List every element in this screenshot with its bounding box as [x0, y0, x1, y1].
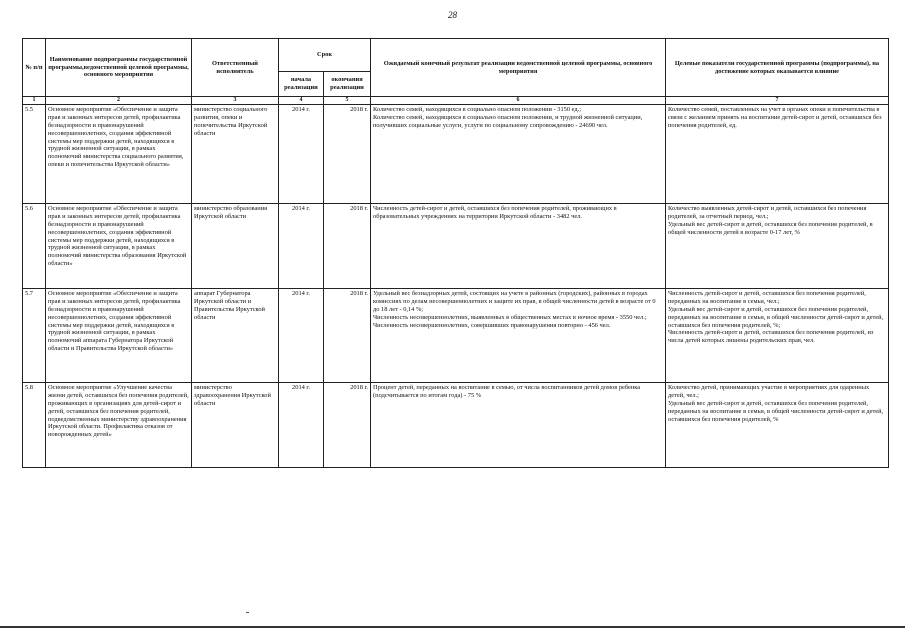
scan-speck — [246, 612, 249, 613]
header-result: Ожидаемый конечный результат реализации ведомственной целевой программы, основного мероприятия — [371, 39, 666, 97]
header-term: Срок — [279, 39, 371, 72]
header-name: Наименование подпрограммы государственной программы,ведомственной целевой программы, основного мероприятия — [46, 39, 192, 97]
indicator-line: Численность детей-сирот и детей, оставшихся без попечения родителей, из числа детей которых лишены родительских прав, чел. — [668, 329, 874, 345]
expected-result — [371, 383, 666, 468]
header-start: начала реализации — [279, 72, 324, 97]
column-number-row — [23, 97, 889, 105]
column-number: 7 — [666, 97, 889, 105]
result-line: Процент детей, переданных на воспитание в семью, от числа воспитанников детей домов ребенка (подсчитывается по итогам года) - 75 % — [373, 384, 641, 400]
row-number: 5.7 — [23, 289, 46, 383]
end-year: 2018 г. — [324, 289, 371, 383]
table-row — [23, 204, 889, 289]
indicator-line: Удельный вес детей-сирот и детей, оставшихся без попечения родителей, переданных на воспитание в семьи, в общей численности детей-сирот и детей, оставшихся без попечения родителей, %; — [668, 305, 884, 329]
page-number: 28 — [448, 10, 457, 20]
indicator-line: Количество детей, принимающих участие в мероприятиях для одаренных детей, чел.; — [668, 384, 870, 400]
indicator-line: Удельный вес детей-сирот и детей, оставшихся без попечения родителей, переданных на воспитание в семьи, в общей численности детей-сирот и детей, оставшихся без попечения родителей, % — [668, 399, 884, 423]
end-year: 2018 г. — [324, 383, 371, 468]
indicator-line: Количество семей, поставленных на учет в органах опеки и попечительства в связи с желанием принять на воспитание детей-сирот и детей, оставшихся без попечения родителей, ед. — [668, 106, 882, 129]
header-row — [23, 39, 889, 72]
column-number: 2 — [46, 97, 192, 105]
result-line: Численность детей-сирот и детей, оставшихся без попечения родителей, проживающих в образовательных учреждениях на территории Иркутской области - 3482 чел. — [373, 205, 617, 221]
header-indicators: Целевые показатели государственной программы (подпрограммы), на достижение которых оказывается влияние — [666, 39, 889, 97]
end-year: 2018 г. — [324, 204, 371, 289]
target-indicators — [666, 204, 889, 289]
measure-name: Основное мероприятие «Обеспечение и защита прав и законных интересов детей, профилактика безнадзорности и правонарушений несовершеннолетних, создания эффективной системы мер поддержки детей, находящихся в трудной жизненной ситуации, в рамках полномочий аппарата Губернатора Иркутской области и Правительства Иркутской области» — [46, 289, 192, 383]
target-indicators — [666, 383, 889, 468]
target-indicators — [666, 289, 889, 383]
expected-result — [371, 105, 666, 204]
result-line: Количество семей, находящихся в социально опасном положении - 3150 ед.; — [373, 106, 582, 114]
result-line: Численность несовершеннолетних, выявленных в общественных местах в ночное время - 3550 чел.; — [373, 313, 647, 321]
column-number: 1 — [23, 97, 46, 105]
target-indicators — [666, 105, 889, 204]
column-number: 3 — [192, 97, 279, 105]
end-year: 2018 г. — [324, 105, 371, 204]
header-end: окончания реализации — [324, 72, 371, 97]
table-row — [23, 289, 889, 383]
start-year: 2014 г. — [279, 105, 324, 204]
executor: министерство образования Иркутской области — [192, 204, 279, 289]
result-line: Количество семей, находящихся в социально опасном положении, и трудной жизненной ситуации, получивших социальные услуги, услуги по социальному сопровождению - 24690 чел. — [373, 114, 643, 129]
start-year: 2014 г. — [279, 289, 324, 383]
column-number: 5 — [324, 97, 371, 105]
scan-edge-line — [0, 626, 905, 628]
indicator-line: Удельный вес детей-сирот и детей, оставшихся без попечения родителей, в общей численности детей в возрасте 0-17 лет, % — [668, 220, 873, 236]
header-num: № п/п — [23, 39, 46, 97]
executor: аппарат Губернатора Иркутской области и Правительства Иркутской области — [192, 289, 279, 383]
start-year: 2014 г. — [279, 383, 324, 468]
result-line: Численность несовершеннолетних, совершивших правонарушения повторно - 456 чел. — [373, 321, 611, 329]
header-executor: Ответственный исполнитель — [192, 39, 279, 97]
measure-name: Основное мероприятие «Обеспечение и защита прав и законных интересов детей, профилактика безнадзорности и правонарушений несовершеннолетних, создания эффективной системы мер поддержки детей, находящихся в трудной жизненной ситуации, в рамках полномочий министерства образования Иркутской области» — [46, 204, 192, 289]
indicator-line: Количество выявленных детей-сирот и детей, оставшихся без попечения родителей, за отчетный период, чел.; — [668, 205, 867, 221]
row-number: 5.5 — [23, 105, 46, 204]
executor: министерство здравоохранения Иркутской области — [192, 383, 279, 468]
result-line: Удельный вес безнадзорных детей, состоящих на учете в районных (городских), районных в городах комиссиях по делам несовершеннолетних и защите их прав, в общей численности детей в возрасте от 0 до 18 лет - 0,14 %; — [373, 290, 656, 313]
row-number: 5.6 — [23, 204, 46, 289]
measure-name: Основное мероприятие «Улучшение качества жизни детей, оставшихся без попечения родителей, проживающих в организациях для детей-сирот и детей, оставшихся без попечения родителей, подведомственных министерству здравоохранения Иркутской области. Профилактика отказов от новорожденных детей» — [46, 383, 192, 468]
column-number: 4 — [279, 97, 324, 105]
column-number: 6 — [371, 97, 666, 105]
measure-name: Основное мероприятие «Обеспечение и защита прав и законных интересов детей, профилактика безнадзорности и правонарушений несовершеннолетних, создания эффективной системы мер поддержки детей, находящихся в трудной жизненной ситуации, в рамках полномочий министерства социального развития, опеки и попечительства Иркутской области» — [46, 105, 192, 204]
program-table — [22, 38, 889, 468]
table-row — [23, 383, 889, 468]
expected-result — [371, 289, 666, 383]
expected-result — [371, 204, 666, 289]
executor: министерство социального развития, опеки и попечительства Иркутской области — [192, 105, 279, 204]
start-year: 2014 г. — [279, 204, 324, 289]
indicator-line: Численность детей-сирот и детей, оставшихся без попечения родителей, переданных на воспитание в семьи, чел.; — [668, 290, 866, 306]
table-row — [23, 105, 889, 204]
row-number: 5.8 — [23, 383, 46, 468]
